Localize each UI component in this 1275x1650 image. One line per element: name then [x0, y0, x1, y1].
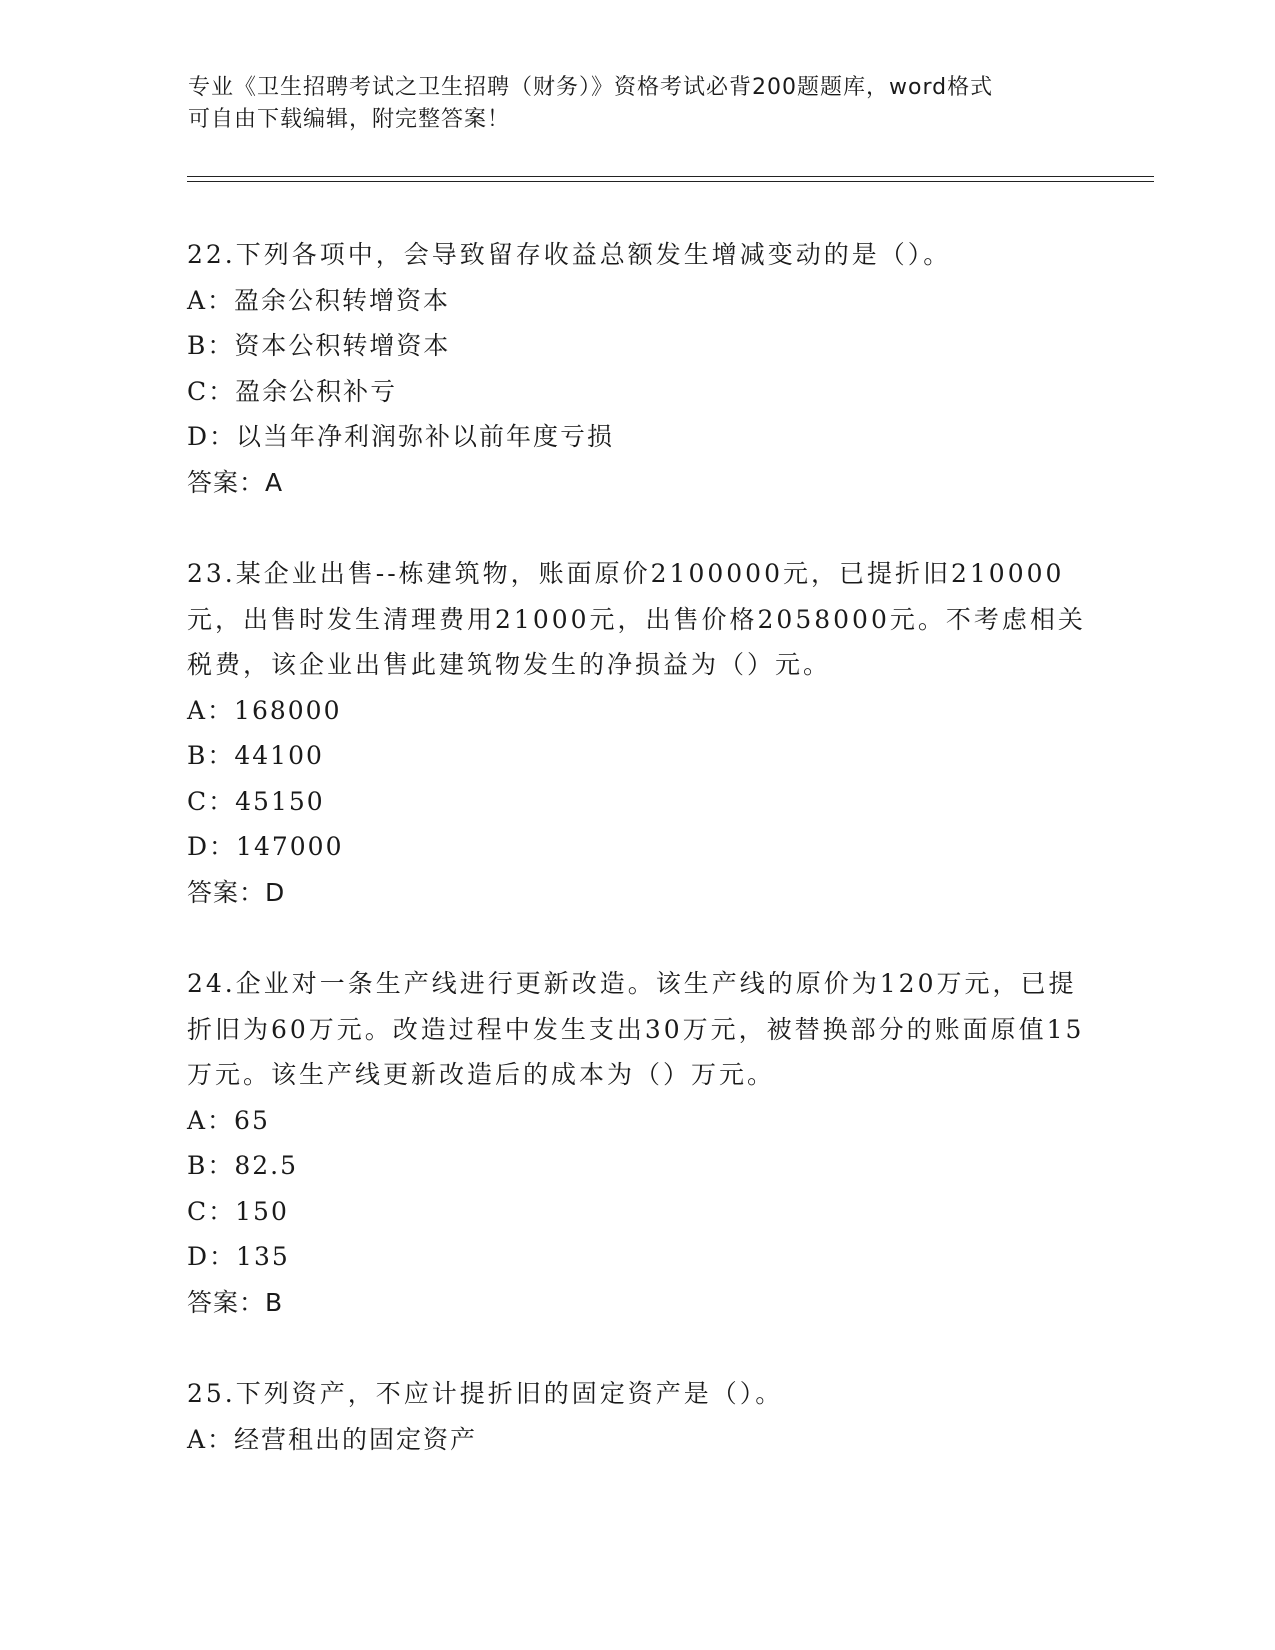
option-d: D：147000	[187, 832, 344, 861]
option-a: A：168000	[187, 695, 342, 725]
option-d: D：135	[187, 1242, 290, 1271]
header-divider-bottom	[187, 181, 1154, 182]
question-stem: 23.某企业出售--栋建筑物，账面原价2100000元，已提折旧210000元，出售时发生清理费用21000元，出售价格2058000元。不考虑相关税费，该企业出售此建筑物发生的净损益为（）元。	[187, 559, 1086, 679]
header-line-1: 专业《卫生招聘考试之卫生招聘（财务）》资格考试必背200题题库，word格式	[188, 75, 994, 100]
option-b: B：资本公积转增资本	[187, 331, 451, 360]
option-b: B：44100	[187, 741, 324, 770]
document-header	[188, 72, 1068, 136]
answer: 答案：D	[187, 877, 286, 907]
question-stem: 22.下列各项中，会导致留存收益总额发生增减变动的是（）。	[187, 240, 952, 269]
header-divider-top	[187, 176, 1154, 177]
option-a: A：65	[187, 1105, 270, 1135]
option-c: C：45150	[187, 786, 325, 816]
header-line-2: 可自由下载编辑，附完整答案！	[188, 107, 511, 132]
question-stem: 25.下列资产，不应计提折旧的固定资产是（）。	[187, 1379, 784, 1408]
question-24	[187, 961, 1087, 1325]
option-c: C：150	[187, 1196, 289, 1226]
answer: 答案：B	[187, 1287, 284, 1317]
question-list	[187, 232, 1087, 1508]
option-c: C：盈余公积补亏	[187, 376, 398, 406]
option-b: B：82.5	[187, 1151, 299, 1180]
question-25	[187, 1371, 1087, 1462]
question-23	[187, 551, 1087, 915]
question-stem: 24.企业对一条生产线进行更新改造。该生产线的原价为120万元，已提折旧为60万元。改造过程中发生支出30万元，被替换部分的账面原值15万元。该生产线更新改造后的成本为（）万元。	[187, 969, 1085, 1089]
question-22	[187, 232, 1087, 505]
option-a: A：经营租出的固定资产	[187, 1424, 478, 1454]
option-a: A：盈余公积转增资本	[187, 285, 451, 315]
answer: 答案：A	[187, 467, 284, 497]
option-d: D：以当年净利润弥补以前年度亏损	[187, 422, 615, 451]
